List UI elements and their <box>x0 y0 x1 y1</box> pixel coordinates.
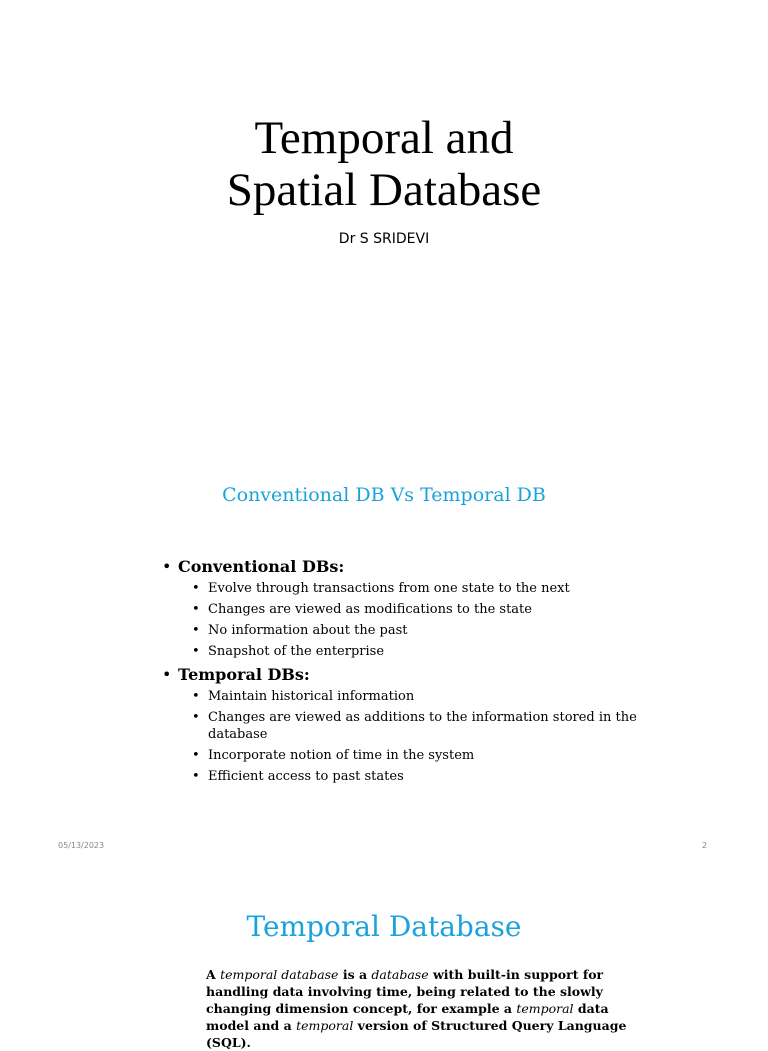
list-item: • Evolve through transactions from one state to the next <box>178 580 682 597</box>
section-temporal <box>162 664 682 785</box>
body-text: with built-in support for handling data involving time, being related to the slowly changing dimension concept, for example a <box>206 967 604 1016</box>
body-text: A <box>206 967 221 982</box>
body-italic: temporal database <box>220 967 339 982</box>
slide-title <box>0 0 768 420</box>
body-text: data model and a <box>206 1001 609 1033</box>
list-item: • Changes are viewed as modifications to the state <box>178 601 682 618</box>
sub-list <box>178 688 682 785</box>
body-italic: database <box>371 967 429 982</box>
sub-list <box>178 580 682 660</box>
title-line-1: Temporal and <box>254 112 514 164</box>
slide-temporal-database <box>0 900 768 1050</box>
section-heading: Temporal DBs: <box>178 665 310 684</box>
page-number: 2 <box>702 841 708 850</box>
list-item: • No information about the past <box>178 622 682 639</box>
section-heading: Conventional DBs: <box>178 557 345 576</box>
body-italic: temporal <box>516 1001 574 1016</box>
body-text: version of Structured Query Language (SQL). <box>206 1018 627 1050</box>
list-item: • Efficient access to past states <box>178 768 682 785</box>
title-line-2: Spatial Database <box>226 164 542 216</box>
list-item: • Incorporate notion of time in the system <box>178 747 682 764</box>
slide-title-heading <box>0 112 768 216</box>
definition-paragraph <box>206 966 636 1051</box>
body-italic: temporal <box>296 1018 354 1033</box>
footer-date: 05/13/2023 <box>58 841 105 850</box>
list-item: • Snapshot of the enterprise <box>178 643 682 660</box>
body-text: is a <box>338 967 372 982</box>
slide-3-title: Temporal Database <box>246 910 522 943</box>
list-item: • Changes are viewed as additions to the information stored in the database <box>178 709 682 743</box>
author-name: Dr S SRIDEVI <box>338 231 430 247</box>
slide-comparison <box>0 470 768 870</box>
comparison-list <box>162 554 682 789</box>
list-item: • Maintain historical information <box>178 688 682 705</box>
slide-2-title: Conventional DB Vs Temporal DB <box>222 484 546 506</box>
section-conventional <box>162 556 682 660</box>
